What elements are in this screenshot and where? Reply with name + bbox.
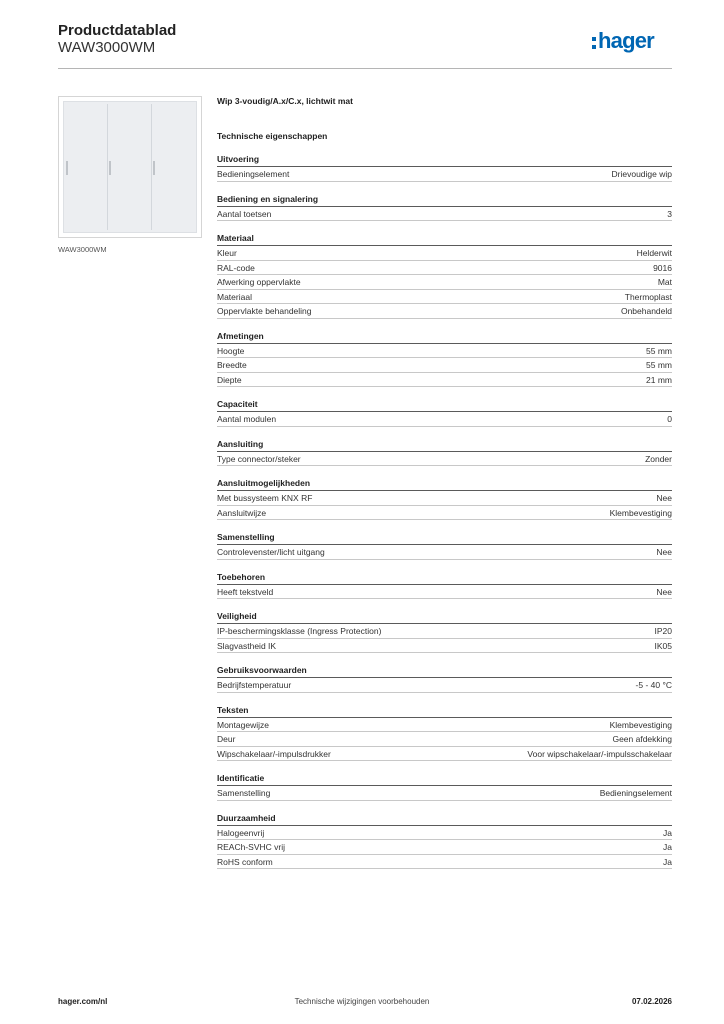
spec-label: Hoogte <box>217 345 245 356</box>
image-caption: WAW3000WM <box>58 245 107 254</box>
spec-label: Aantal toetsen <box>217 208 272 219</box>
spec-row <box>217 261 672 276</box>
spec-value: Nee <box>656 586 672 597</box>
spec-value: Drievoudige wip <box>611 169 672 179</box>
spec-value: 9016 <box>653 262 672 273</box>
spec-row <box>217 585 672 600</box>
spec-row <box>217 246 672 261</box>
spec-group <box>217 530 672 560</box>
spec-label: Met bussysteem KNX RF <box>217 493 313 503</box>
spec-value: Mat <box>657 277 672 287</box>
spec-value: Bedieningselement <box>599 788 672 798</box>
spec-group <box>217 476 672 520</box>
spec-row <box>217 358 672 373</box>
spec-value: Nee <box>656 493 672 503</box>
spec-label: Samenstelling <box>217 788 271 798</box>
spec-row <box>217 840 672 855</box>
document-title: Productdatablad <box>58 22 177 39</box>
spec-group <box>217 771 672 801</box>
spec-value: Ja <box>663 856 672 867</box>
spec-group <box>217 437 672 467</box>
triple-rocker-switch-image <box>63 101 197 233</box>
spec-group-title: Identificatie <box>217 771 672 786</box>
spec-group <box>217 609 672 653</box>
footer-website-link[interactable]: hager.com/nl <box>58 997 108 1006</box>
spec-group <box>217 811 672 870</box>
spec-row <box>217 639 672 654</box>
spec-value: IK05 <box>654 640 672 651</box>
spec-label: Bedieningselement <box>217 169 290 179</box>
spec-group-title: Materiaal <box>217 231 672 246</box>
spec-label: Diepte <box>217 374 242 385</box>
spec-row <box>217 678 672 693</box>
spec-row <box>217 545 672 560</box>
spec-group <box>217 192 672 222</box>
spec-value: 0 <box>667 414 672 424</box>
spec-label: Aansluitwijze <box>217 507 267 518</box>
spec-label: Heeft tekstveld <box>217 586 274 597</box>
spec-row <box>217 290 672 305</box>
spec-value: Nee <box>656 547 672 557</box>
spec-value: Onbehandeld <box>620 306 672 316</box>
spec-label: Halogeenvrij <box>217 827 265 838</box>
spec-value: Ja <box>663 827 672 838</box>
header-divider <box>58 68 672 69</box>
spec-label: Montagewijze <box>217 719 269 730</box>
spec-label: IP-beschermingsklasse (Ingress Protection) <box>217 626 382 636</box>
spec-label: RoHS conform <box>217 856 273 867</box>
spec-value: 21 mm <box>646 374 672 385</box>
spec-row <box>217 167 672 182</box>
spec-value: Voor wipschakelaar/-impulsschakelaar <box>527 748 672 759</box>
spec-group-title: Aansluiting <box>217 437 672 452</box>
spec-group <box>217 663 672 693</box>
spec-row <box>217 491 672 506</box>
spec-group <box>217 152 672 182</box>
spec-group-title: Bediening en signalering <box>217 192 672 207</box>
spec-label: Type connector/steker <box>217 453 301 464</box>
spec-group-title: Uitvoering <box>217 152 672 167</box>
spec-group <box>217 397 672 427</box>
spec-label: Controlevenster/licht uitgang <box>217 547 325 557</box>
spec-group-title: Aansluitmogelijkheden <box>217 476 672 491</box>
spec-label: Breedte <box>217 360 247 370</box>
spec-groups <box>217 152 672 869</box>
product-description: Wip 3-voudig/A.x/C.x, lichtwit mat <box>217 96 353 106</box>
spec-value: Geen afdekking <box>612 734 672 744</box>
spec-row <box>217 207 672 222</box>
spec-row <box>217 732 672 747</box>
spec-group-title: Toebehoren <box>217 570 672 585</box>
spec-group <box>217 231 672 319</box>
spec-label: Afwerking oppervlakte <box>217 277 301 287</box>
rocker-seam <box>107 104 108 230</box>
spec-group-title: Capaciteit <box>217 397 672 412</box>
spec-group-title: Gebruiksvoorwaarden <box>217 663 672 678</box>
spec-value: Zonder <box>645 453 672 464</box>
spec-value: IP20 <box>654 626 672 636</box>
spec-row <box>217 826 672 841</box>
footer-date: 07.02.2026 <box>631 997 672 1006</box>
hager-logo[interactable] <box>592 30 654 52</box>
spec-value: Klembevestiging <box>609 719 672 730</box>
spec-group-title: Duurzaamheid <box>217 811 672 826</box>
spec-label: Slagvastheid IK <box>217 640 277 651</box>
rocker-marker <box>66 161 68 175</box>
spec-row <box>217 412 672 427</box>
spec-group <box>217 329 672 388</box>
spec-label: REACh-SVHC vrij <box>217 842 286 852</box>
spec-value: Ja <box>663 842 672 852</box>
spec-group-title: Veiligheid <box>217 609 672 624</box>
spec-value: 3 <box>667 208 672 219</box>
spec-label: Deur <box>217 734 236 744</box>
spec-group-title: Afmetingen <box>217 329 672 344</box>
product-image <box>58 96 202 238</box>
spec-label: Wipschakelaar/-impulsdrukker <box>217 748 331 759</box>
spec-label: Bedrijfstemperatuur <box>217 680 292 690</box>
spec-value: Thermoplast <box>624 291 672 302</box>
product-code: WAW3000WM <box>58 39 156 56</box>
rocker-seam <box>151 104 152 230</box>
spec-row <box>217 624 672 639</box>
spec-row <box>217 786 672 801</box>
spec-group <box>217 570 672 600</box>
spec-panel <box>217 95 672 869</box>
spec-group <box>217 703 672 762</box>
footer-disclaimer: Technische wijzigingen voorbehouden <box>294 997 430 1006</box>
spec-group-title: Samenstelling <box>217 530 672 545</box>
logo-dots-icon <box>592 37 596 49</box>
spec-row <box>217 373 672 388</box>
spec-row <box>217 718 672 733</box>
spec-row <box>217 452 672 467</box>
spec-label: Oppervlakte behandeling <box>217 306 312 316</box>
spec-value: 55 mm <box>646 345 672 356</box>
spec-label: Aantal modulen <box>217 414 277 424</box>
spec-row <box>217 275 672 290</box>
spec-value: -5 - 40 °C <box>635 680 672 690</box>
spec-label: RAL-code <box>217 262 255 273</box>
rocker-marker <box>109 161 111 175</box>
spec-value: 55 mm <box>646 360 672 370</box>
spec-value: Klembevestiging <box>609 507 672 518</box>
spec-label: Materiaal <box>217 291 252 302</box>
logo-text: hager <box>598 28 654 53</box>
spec-label: Kleur <box>217 248 237 258</box>
rocker-marker <box>153 161 155 175</box>
spec-row <box>217 304 672 319</box>
spec-value: Helderwit <box>636 248 672 258</box>
spec-row <box>217 855 672 870</box>
spec-row <box>217 747 672 762</box>
spec-group-title: Teksten <box>217 703 672 718</box>
section-title: Technische eigenschappen <box>217 131 328 141</box>
spec-row <box>217 344 672 359</box>
spec-row <box>217 506 672 521</box>
